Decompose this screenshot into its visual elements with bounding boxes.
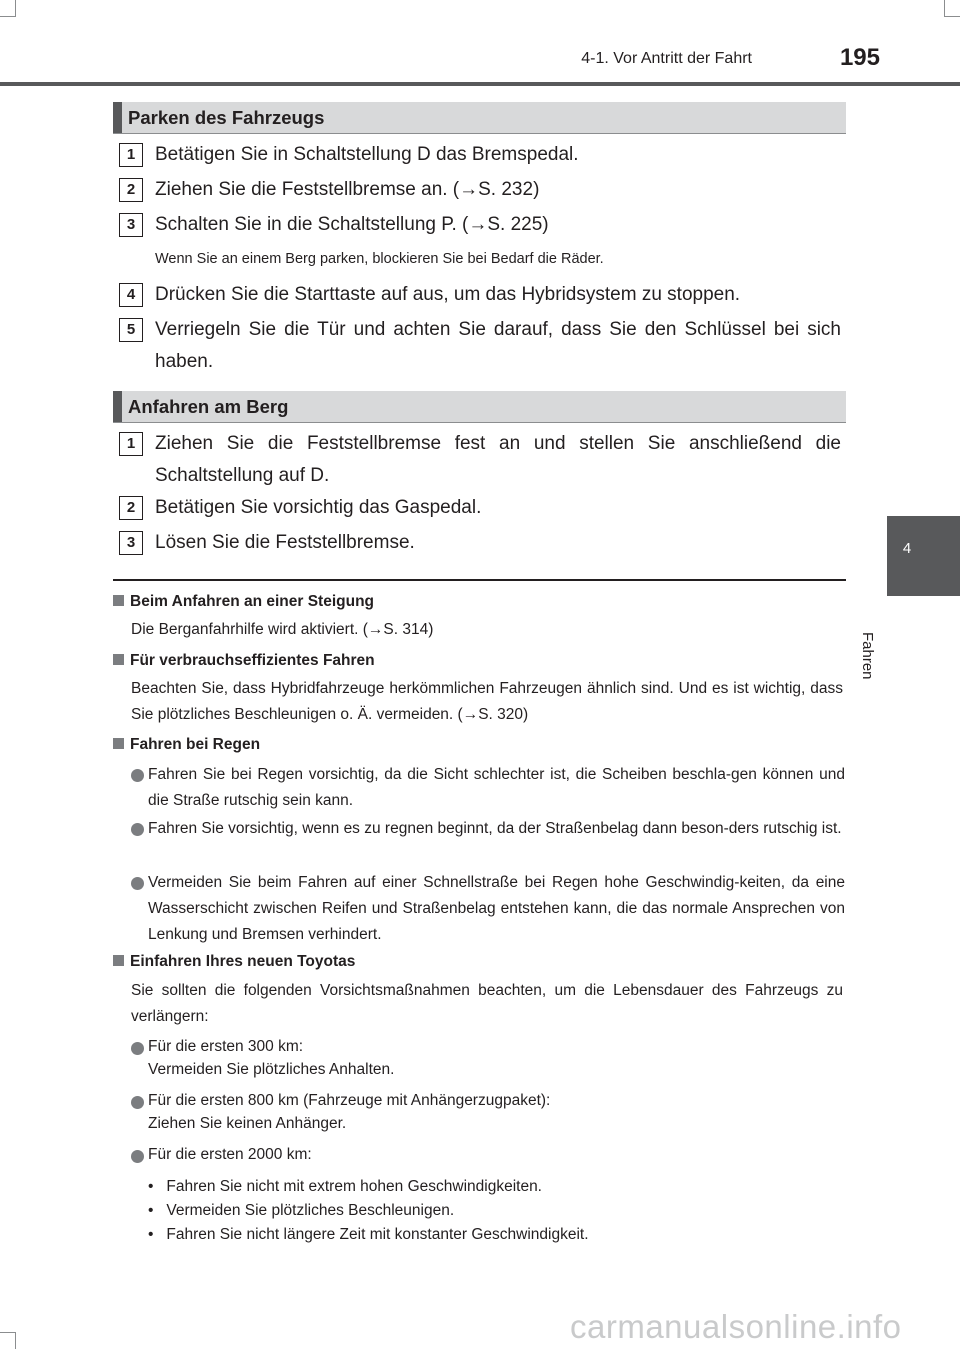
info-heading-text: Einfahren Ihres neuen Toyotas bbox=[130, 953, 356, 970]
step-text: Betätigen Sie vorsichtig das Gaspedal. bbox=[155, 497, 482, 518]
info-heading bbox=[113, 953, 355, 971]
bullet-text: Vermeiden Sie beim Fahren auf einer Schnellstraße bei Regen hohe Geschwindig-keiten, da eine Wasserschicht zwischen Reifen und Straßenbelag entstehen kann, die das normale Ansprechen von Lenkung und Bremsen verhindert. bbox=[148, 874, 845, 943]
section-heading-hill-start bbox=[113, 391, 846, 423]
step-text: Ziehen Sie die Feststellbremse an. (→S. 232) bbox=[155, 179, 540, 200]
section-heading-parking bbox=[113, 102, 846, 134]
sub-list-text: Fahren Sie nicht längere Zeit mit konstanter Geschwindigkeit. bbox=[166, 1226, 589, 1243]
section-heading-bar bbox=[113, 102, 122, 133]
square-bullet-icon bbox=[113, 595, 124, 606]
sub-list-item: • Fahren Sie nicht längere Zeit mit konstanter Geschwindigkeit. bbox=[148, 1226, 589, 1243]
info-heading-text: Beim Anfahren an einer Steigung bbox=[130, 593, 375, 610]
round-bullet-icon bbox=[131, 1096, 144, 1109]
info-heading bbox=[113, 736, 260, 754]
round-bullet-icon bbox=[131, 823, 144, 836]
bullet-text: Fahren Sie vorsichtig, wenn es zu regnen beginnt, da der Straßenbelag dann beson-ders rutschig ist. bbox=[148, 820, 842, 837]
info-heading bbox=[113, 593, 374, 611]
crop-mark bbox=[0, 16, 16, 17]
round-bullet-icon bbox=[131, 769, 144, 782]
sub-list-text: Vermeiden Sie plötzliches Beschleunigen. bbox=[166, 1202, 455, 1219]
info-text: Sie sollten die folgenden Vorsichtsmaßnahmen beachten, um die Lebensdauer des Fahrzeugs zu verlängern: bbox=[131, 982, 843, 1025]
round-bullet-icon bbox=[131, 877, 144, 890]
bullet-line: Für die ersten 800 km (Fahrzeuge mit Anhängerzugpaket): bbox=[148, 1092, 551, 1109]
sub-list-item: • Vermeiden Sie plötzliches Beschleunigen. bbox=[148, 1202, 455, 1219]
section-divider bbox=[113, 579, 846, 581]
round-bullet-icon bbox=[131, 1042, 144, 1055]
header-section-title: 4-1. Vor Antritt der Fahrt bbox=[581, 50, 752, 67]
step-text: Schalten Sie in die Schaltstellung P. (→S. 225) bbox=[155, 214, 549, 235]
step-number: 3 bbox=[119, 213, 143, 237]
step-number: 1 bbox=[119, 432, 143, 456]
info-text: Beachten Sie, dass Hybridfahrzeuge herkömmlichen Fahrzeugen ähnlich sind. Und es ist wichtig, dass Sie plötzliches Beschleunigen o. Ä. vermeiden. (→S. 320) bbox=[131, 680, 843, 723]
crop-mark bbox=[944, 16, 960, 17]
info-heading-text: Für verbrauchseffizientes Fahren bbox=[130, 652, 375, 669]
step-note: Wenn Sie an einem Berg parken, blockieren Sie bei Bedarf die Räder. bbox=[155, 251, 604, 267]
info-heading bbox=[113, 652, 375, 670]
sub-list-text: Fahren Sie nicht mit extrem hohen Geschwindigkeiten. bbox=[166, 1178, 542, 1195]
step-number: 2 bbox=[119, 496, 143, 520]
step-text: Verriegeln Sie die Tür und achten Sie darauf, dass Sie den Schlüssel bei sich haben. bbox=[155, 319, 841, 372]
info-text: Die Berganfahrhilfe wird aktiviert. (→S. 314) bbox=[131, 621, 434, 638]
watermark: carmanualsonline.info bbox=[570, 1308, 902, 1345]
square-bullet-icon bbox=[113, 654, 124, 665]
crop-mark bbox=[944, 0, 945, 16]
section-heading-bar bbox=[113, 391, 122, 422]
chapter-label: Fahren bbox=[859, 632, 876, 680]
info-heading-text: Fahren bei Regen bbox=[130, 736, 261, 753]
bullet-line: Für die ersten 2000 km: bbox=[148, 1146, 312, 1163]
step-text: Lösen Sie die Feststellbremse. bbox=[155, 532, 415, 553]
step-text: Ziehen Sie die Feststellbremse fest an und stellen Sie anschließend die Schaltstellung auf D. bbox=[155, 433, 841, 486]
square-bullet-icon bbox=[113, 955, 124, 966]
sub-list-item: • Fahren Sie nicht mit extrem hohen Geschwindigkeiten. bbox=[148, 1178, 542, 1195]
page-number: 195 bbox=[839, 44, 880, 71]
bullet-line: Vermeiden Sie plötzliches Anhalten. bbox=[148, 1061, 395, 1078]
section-heading-text: Anfahren am Berg bbox=[128, 396, 289, 417]
square-bullet-icon bbox=[113, 738, 124, 749]
step-number: 1 bbox=[119, 143, 143, 167]
bullet-text: Fahren Sie bei Regen vorsichtig, da die Sicht schlechter ist, die Scheiben beschla-gen können und die Straße rutschig sein kann. bbox=[148, 766, 845, 809]
bullet-line: Für die ersten 300 km: bbox=[148, 1038, 304, 1055]
crop-mark bbox=[15, 0, 16, 16]
step-number: 5 bbox=[119, 318, 143, 342]
step-text: Drücken Sie die Starttaste auf aus, um das Hybridsystem zu stoppen. bbox=[155, 284, 741, 305]
step-number: 4 bbox=[119, 283, 143, 307]
crop-mark bbox=[15, 1333, 16, 1349]
header-rule bbox=[0, 82, 960, 86]
step-number: 2 bbox=[119, 178, 143, 202]
round-bullet-icon bbox=[131, 1150, 144, 1163]
chapter-number: 4 bbox=[902, 540, 912, 557]
step-number: 3 bbox=[119, 531, 143, 555]
bullet-line: Ziehen Sie keinen Anhänger. bbox=[148, 1115, 347, 1132]
crop-mark bbox=[0, 1332, 16, 1333]
section-heading-text: Parken des Fahrzeugs bbox=[128, 107, 325, 128]
step-text: Betätigen Sie in Schaltstellung D das Bremspedal. bbox=[155, 144, 579, 165]
